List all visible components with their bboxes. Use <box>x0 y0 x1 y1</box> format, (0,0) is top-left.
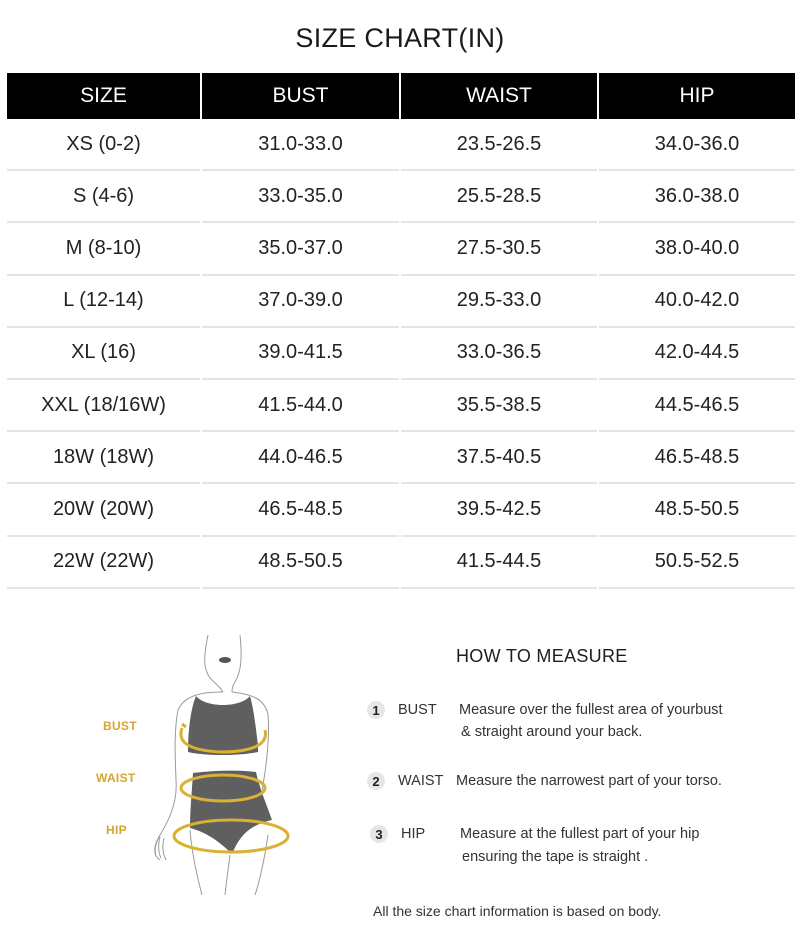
table-header-row <box>7 73 795 119</box>
table-row <box>7 380 795 432</box>
header-hip: HIP <box>599 73 795 119</box>
cell-waist: 35.5-38.5 <box>401 380 597 432</box>
table-row <box>7 537 795 589</box>
cell-size: XL (16) <box>7 328 200 380</box>
header-waist: WAIST <box>401 73 597 119</box>
table-row <box>7 276 795 328</box>
cell-waist: 41.5-44.5 <box>401 537 597 589</box>
cell-size: 22W (22W) <box>7 537 200 589</box>
step-desc-hip-line2: ensuring the tape is straight . <box>462 849 649 865</box>
cell-waist: 33.0-36.5 <box>401 328 597 380</box>
cell-hip: 42.0-44.5 <box>599 328 795 380</box>
step-desc-hip-line1: Measure at the fullest part of your hip <box>460 826 700 842</box>
header-bust: BUST <box>202 73 399 119</box>
cell-bust: 35.0-37.0 <box>202 223 399 275</box>
step-name-waist: WAIST <box>398 773 444 789</box>
footnote: All the size chart information is based on body. <box>373 903 662 919</box>
cell-size: M (8-10) <box>7 223 200 275</box>
cell-bust: 31.0-33.0 <box>202 119 399 171</box>
table-row <box>7 432 795 484</box>
step-desc-bust-line2: & straight around your back. <box>461 724 643 740</box>
cell-hip: 44.5-46.5 <box>599 380 795 432</box>
cell-bust: 33.0-35.0 <box>202 171 399 223</box>
step-desc-waist-line1: Measure the narrowest part of your torso. <box>456 773 722 789</box>
body-measurement-figure <box>90 630 310 900</box>
step-number-badge: 1 <box>367 701 385 719</box>
cell-size: 18W (18W) <box>7 432 200 484</box>
cell-bust: 44.0-46.5 <box>202 432 399 484</box>
size-chart-table <box>7 73 795 589</box>
header-size: SIZE <box>7 73 200 119</box>
cell-hip: 50.5-52.5 <box>599 537 795 589</box>
figure-label-bust: BUST <box>103 719 137 733</box>
table-row <box>7 119 795 171</box>
cell-waist: 23.5-26.5 <box>401 119 597 171</box>
table-row <box>7 223 795 275</box>
cell-bust: 46.5-48.5 <box>202 484 399 536</box>
table-row <box>7 328 795 380</box>
cell-waist: 25.5-28.5 <box>401 171 597 223</box>
cell-size: 20W (20W) <box>7 484 200 536</box>
cell-size: XS (0-2) <box>7 119 200 171</box>
cell-size: L (12-14) <box>7 276 200 328</box>
step-number-badge: 2 <box>367 772 385 790</box>
cell-hip: 48.5-50.5 <box>599 484 795 536</box>
how-to-measure-title: HOW TO MEASURE <box>456 646 628 666</box>
cell-size: S (4-6) <box>7 171 200 223</box>
cell-waist: 29.5-33.0 <box>401 276 597 328</box>
cell-bust: 39.0-41.5 <box>202 328 399 380</box>
step-desc-bust-line1: Measure over the fullest area of yourbust <box>459 702 723 718</box>
cell-hip: 36.0-38.0 <box>599 171 795 223</box>
cell-bust: 41.5-44.0 <box>202 380 399 432</box>
cell-waist: 27.5-30.5 <box>401 223 597 275</box>
cell-bust: 48.5-50.5 <box>202 537 399 589</box>
figure-label-waist: WAIST <box>96 771 136 785</box>
cell-hip: 34.0-36.0 <box>599 119 795 171</box>
cell-hip: 38.0-40.0 <box>599 223 795 275</box>
step-name-hip: HIP <box>401 826 426 842</box>
cell-size: XXL (18/16W) <box>7 380 200 432</box>
cell-waist: 37.5-40.5 <box>401 432 597 484</box>
cell-bust: 37.0-39.0 <box>202 276 399 328</box>
table-row <box>7 484 795 536</box>
page-title: SIZE CHART(IN) <box>295 23 505 53</box>
step-name-bust: BUST <box>398 702 437 718</box>
cell-hip: 46.5-48.5 <box>599 432 795 484</box>
cell-waist: 39.5-42.5 <box>401 484 597 536</box>
body-figure-icon <box>90 630 310 900</box>
table-row <box>7 171 795 223</box>
step-number-badge: 3 <box>370 825 388 843</box>
cell-hip: 40.0-42.0 <box>599 276 795 328</box>
figure-label-hip: HIP <box>106 823 127 837</box>
